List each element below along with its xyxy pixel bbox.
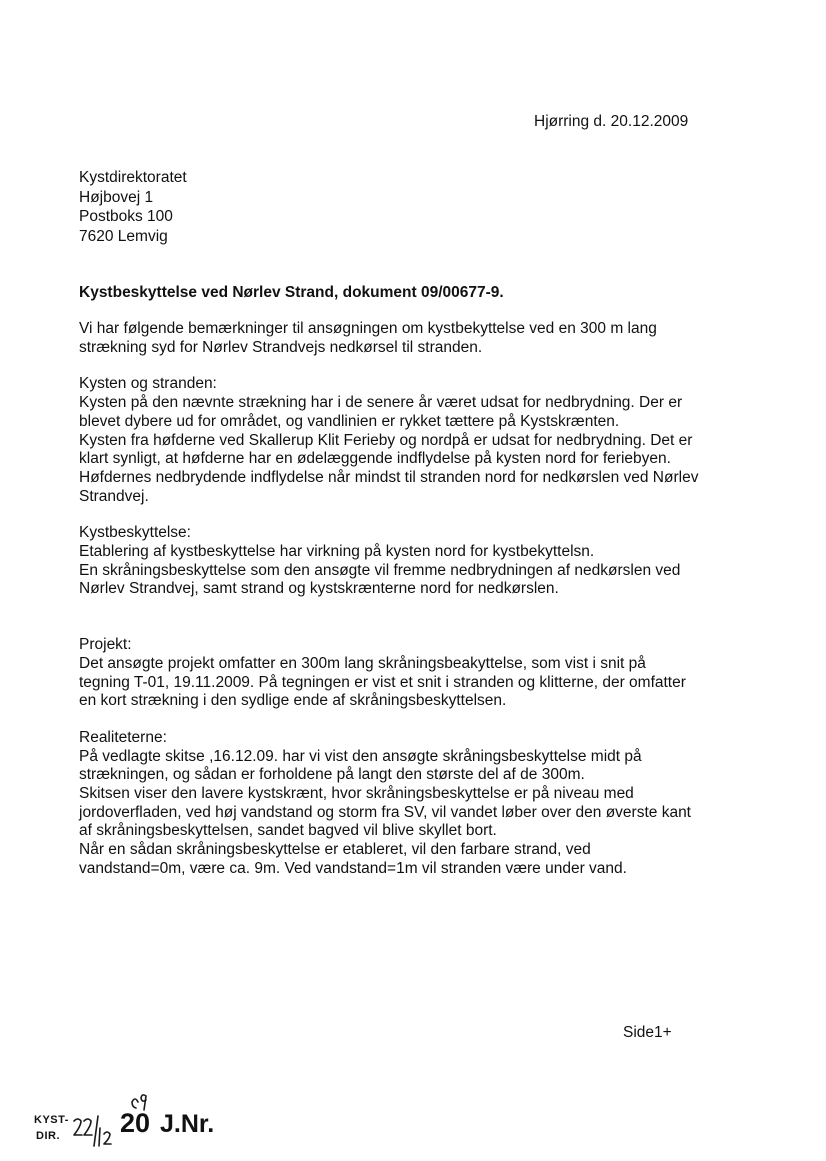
- intro-line: Vi har følgende bemærkninger til ansøgningen om kystbekyttelse ved en 300 m lang: [79, 320, 657, 337]
- section-heading: Kystbeskyttelse:: [79, 524, 191, 542]
- recipient-city: 7620 Lemvig: [79, 227, 168, 245]
- section-line: Høfdernes nedbrydende indflydelse når mindst til stranden nord for nedkørslen ved Nørlev: [79, 468, 699, 486]
- recipient-postbox: Postboks 100: [79, 208, 173, 225]
- journal-stamp: [34, 1088, 234, 1152]
- section-kysten: [79, 375, 779, 506]
- section-line: tegning T-01, 19.11.2009. På tegningen er vist et snit i stranden og klitterne, der omfatter: [79, 673, 686, 691]
- stamp-dir-label: DIR.: [36, 1130, 60, 1142]
- section-realiteterne: [79, 729, 779, 879]
- section-line: vandstand=0m, være ca. 9m. Ved vandstand=1m vil stranden være under vand.: [79, 859, 627, 877]
- section-line: blevet dybere ud for området, og vandlinien er rykket tættere på Kystskrænten.: [79, 412, 620, 430]
- section-line: På vedlagte skitse ,16.12.09. har vi vist den ansøgte skråningsbeskyttelse midt på: [79, 747, 642, 765]
- section-line: af skråningsbeskyttelsen, sandet bagved vil blive skyllet bort.: [79, 822, 497, 840]
- section-line: Kysten fra høfderne ved Skallerup Klit Ferieby og nordpå er udsat for nedbrydning. Det er: [79, 431, 693, 449]
- section-heading: Kysten og stranden:: [79, 375, 217, 393]
- section-line: Nørlev Strandvej, samt strand og kystskrænterne nord for nedkørslen.: [79, 580, 559, 598]
- recipient-address: [79, 168, 187, 246]
- section-heading: Projekt:: [79, 636, 132, 654]
- intro-paragraph: [79, 320, 779, 357]
- recipient-name: Kystdirektoratet: [79, 169, 187, 186]
- section-line: strækningen, og sådan er forholdene på langt den største del af de 300m.: [79, 766, 585, 784]
- section-line: en kort strækning i den sydlige ende af skråningsbeskyttelsen.: [79, 692, 507, 710]
- section-line: Når en sådan skråningsbeskyttelse er etableret, vil den farbare strand, ved: [79, 841, 591, 859]
- stamp-year: 20: [120, 1108, 151, 1138]
- letter-body: [79, 320, 779, 879]
- section-kystbeskyttelse: [79, 524, 779, 599]
- stamp-kyst-label: KYST-: [34, 1114, 69, 1126]
- recipient-street: Højbovej 1: [79, 188, 154, 206]
- section-line: klart synligt, at høfderne har en ødelæggende indflydelse på kysten nord for feriebyen.: [79, 450, 671, 468]
- section-line: En skråningsbeskyttelse som den ansøgte vil fremme nedbrydningen af nedkørslen ved: [79, 561, 681, 579]
- letter-date: Hjørring d. 20.12.2009: [534, 113, 689, 130]
- section-projekt: [79, 636, 779, 711]
- section-heading: Realiteterne:: [79, 728, 167, 746]
- intro-line: strækning syd for Nørlev Strandvejs nedkørsel til stranden.: [79, 338, 483, 356]
- section-line: Etablering af kystbeskyttelse har virkning på kysten nord for kystbekyttelsn.: [79, 543, 595, 561]
- letter-subject: Kystbeskyttelse ved Nørlev Strand, dokument 09/00677-9.: [79, 284, 504, 301]
- stamp-jnr-label: J.Nr.: [160, 1110, 215, 1138]
- section-line: Strandvej.: [79, 487, 149, 505]
- section-line: Skitsen viser den lavere kystskrænt, hvor skråningsbeskyttelse er på niveau med: [79, 785, 634, 803]
- section-line: jordoverfladen, ved høj vandstand og storm fra SV, vil vandet løber over den øverste kant: [79, 803, 691, 821]
- section-line: Kysten på den nævnte strækning har i de senere år været udsat for nedbrydning. Der er: [79, 394, 683, 412]
- section-line: Det ansøgte projekt omfatter en 300m lang skråningsbeakyttelse, som vist i snit på: [79, 654, 646, 672]
- page-number: Side1+: [623, 1024, 672, 1041]
